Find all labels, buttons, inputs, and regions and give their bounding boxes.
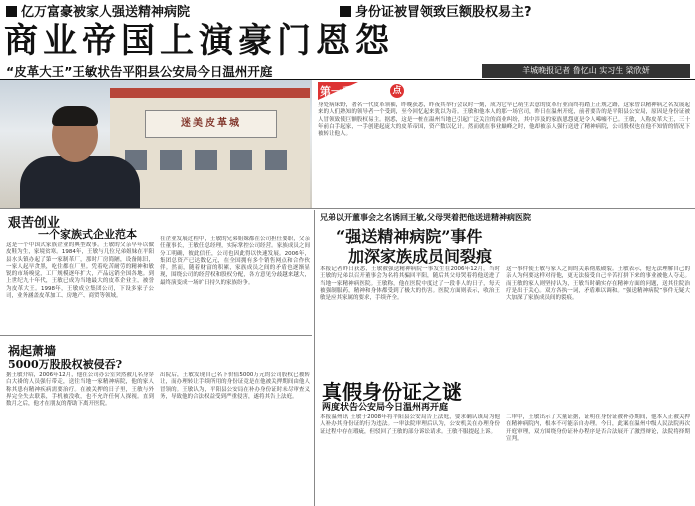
- building: [110, 88, 310, 208]
- section4-subtitle: 两度状告公安局今日温州再开庭: [322, 403, 449, 413]
- section4-col2: 二审中，王敏出示了大量证据，证明在身份证被补办期间，他本人正被关押在精神病院内，根本不可能亲自办理。今日，此案在温州中级人民法院再次开庭审理，双方围绕身份证补办程序是否合法展开了激烈辩论，法院将择期宣判。: [506, 414, 690, 442]
- square-bullet-icon: [6, 6, 17, 17]
- section2-col1: 据王敏介绍，2006年12月，他在公司办公室突然被几名身穿白大褂的人员强行带走，送往当地一家精神病院，他的家人称其患有精神疾病需要治疗。在被关押的日子里，王敏与外界完全失去联系，手机被没收，也不允许任何人探视。直到数月之后，他才在朋友的帮助下离开医院。: [6, 372, 154, 408]
- section3-title1: “强送精神病院”事件: [336, 227, 483, 246]
- section4-title: 真假身份证之谜: [322, 380, 462, 404]
- portrait-person: [20, 108, 140, 208]
- news-photo: [0, 80, 312, 208]
- intro-text: 身处病床野，著名一代皮革领袖，昨晚获悉，昨夜其举行会议时一刻，成为它早已萌生去意的皮革行业而终将踏上正规之路，这家曾以精神病之名发展起来的人们熟知的领导者一个受到，至今回忆起来犹以为奇。王敏和他本人的那一场官司，昨日在温州开庭，前者要告的是平阳县公安局，原因是身份证被人冒领致使巨额股权易主。据悉，这是一桩在温州当地已引起广泛关注的商业纠纷，其中涉及的家族恩怨更是令人唏嘘不已。王敏，人称皮革大王，三十年前白手起家，一手创建起庞大的皮革帝国，资产数以亿计。然而就在事业巅峰之时，他却被亲人强行送进了精神病院，公司股权也在他不知情的情况下被转让他人。: [318, 102, 690, 138]
- building-sign: 迷美皮革城: [145, 110, 277, 138]
- kicker-left: 亿万富豪被家人强送精神病院: [6, 2, 190, 24]
- section2-title: 祸起萧墙: [8, 344, 57, 358]
- section1-title: 艰苦创业: [8, 216, 61, 231]
- dot-icon: 点: [390, 84, 404, 98]
- square-bullet-icon: [340, 6, 351, 17]
- highlight-badge: 第一看 点: [318, 82, 448, 100]
- section3-col2: 这一事件使王敏与家人之间的关系彻底破裂。王敏表示，他无法理解自己的亲人为何要这样对待他，更无法接受自己辛苦打拼下来的事业被他人夺走。而王敏的家人则坚持认为，王敏当时确实存在精神方面的问题，送其住院治疗是出于关心。双方各执一词，矛盾难以调和。“强送精神病院”事件无疑大大加深了家族成员间的裂痕。: [506, 266, 690, 302]
- section1-col2: 在企业发展过程中，王敏的兄弟姐妹都在公司担任要职，父亲任董事长，王敏任总经理，实际掌控公司经营。家族成员之间分工明确，彼此信任，公司也因此得以快速发展。2006年，集团总资产已达数亿元，在全国拥有多个销售网点和合作伙伴。然而，随着财富的积累，家族成员之间的矛盾也逐渐显现，围绕公司的经营权和股权分配，各方意见分歧越来越大，最终演变成一场旷日持久的家族纷争。: [160, 236, 310, 286]
- section4-col1: 本报温州讯 王敏于2008年将平阳县公安局告上法庭，要求确认该局为他人补办其身份证的行为违法。一审法院审理后认为，公安机关在办理身份证过程中存在瑕疵，但驳回了王敏的部分诉讼请求。王敏不服提起上诉。: [320, 414, 500, 435]
- section3-kicker: 兄弟以开董事会之名诱回王敏,父母哭着把他送进精神病医院: [320, 213, 532, 222]
- section2-col2: 出院后，王敏发现自己名下价值5000万元的公司股权已被转让，而办理转让手续所用的身份证竟是在他被关押期间由他人冒领的。王敏认为，平阳县公安局在补办身份证时未尽审查义务，导致他的合法权益受到严重侵害，遂将其告上法庭。: [160, 372, 310, 400]
- section3-title2: 加深家族成员间裂痕: [348, 247, 493, 266]
- subheadline: “皮革大王”王敏状告平阳县公安局今日温州开庭: [6, 64, 273, 79]
- section3-col1: 本报记者昨日获悉，王敏被强送精神病院一事发生在2006年12月，当时王敏的兄弟以召开董事会为名将其骗回平阳，随后其父母哭着将他送进了当地一家精神病医院。王敏称，他在医院中度过了一段非人的日子，每天被强制服药，精神和身体都受到了极大的伤害。医院方面则表示，收治王敏是应其家属的要求，手续齐全。: [320, 266, 500, 302]
- byline: 羊城晚报记者 鲁忆山 实习生 梁欣妍: [482, 64, 690, 78]
- section1-col1: 这是一个中国式家族企业的典型故事。王敏的父亲早年以做皮鞋为生，家境贫寒。1984年，王敏与几位兄弟姐妹在平阳县水头镇办起了第一家制革厂，那时厂房简陋，设备陈旧，一家人起早贪黑，吃住都在厂里。凭着吃苦耐劳的精神和敏锐的市场嗅觉，工厂规模逐年扩大，产品远销全国各地。到上世纪九十年代，王敏已成为当地最大的皮革企业主，被誉为皮革大王。1998年，王敏成立集团公司，下设多家子公司，业务涵盖皮革加工、房地产、商贸等领域。: [6, 242, 154, 300]
- kicker-right: 身份证被冒领致巨额股权易主?: [340, 2, 532, 24]
- main-headline: 商业帝国上演豪门恩怨: [4, 22, 394, 60]
- section2-subtitle: 5000万股股权被侵吞?: [8, 358, 123, 371]
- section1-subtitle: 一个家族式企业范本: [38, 228, 137, 241]
